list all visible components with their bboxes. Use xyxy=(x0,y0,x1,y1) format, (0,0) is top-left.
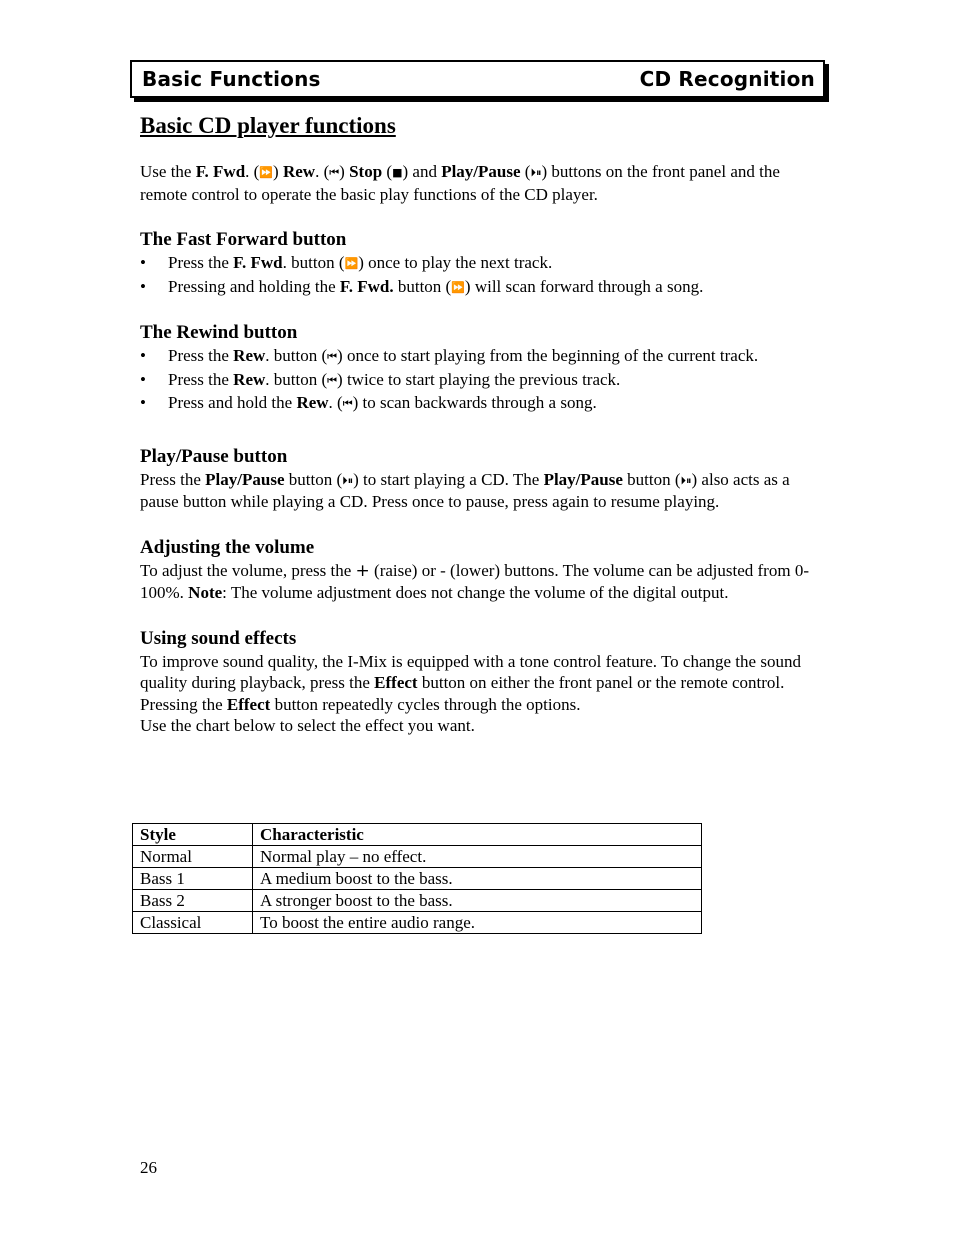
play-pause-icon: ⏵⏸ xyxy=(530,166,542,179)
table-row xyxy=(133,846,702,868)
effects-section xyxy=(140,627,820,737)
effects-table xyxy=(132,823,702,934)
minus-icon: - xyxy=(440,560,446,580)
rewind-heading: The Rewind button xyxy=(140,322,298,343)
rewind-list xyxy=(140,345,820,415)
fast-forward-icon: ⏩ xyxy=(451,280,465,294)
fast-forward-icon: ⏩ xyxy=(259,166,274,179)
play-pause-icon: ⏵⏸ xyxy=(680,473,692,487)
list-item: • Pressing and holding the F. Fwd. button (⏩) will scan forward through a song. xyxy=(140,276,820,299)
characteristic-cell: A stronger boost to the bass. xyxy=(253,890,702,912)
rewind-icon: ⏮ xyxy=(327,350,338,363)
list-item: • Press the Rew. button (⏮) twice to start playing the previous track. xyxy=(140,369,820,392)
table-row xyxy=(133,912,702,934)
characteristic-cell: To boost the entire audio range. xyxy=(253,912,702,934)
list-item: • Press the F. Fwd. button (⏩) once to play the next track. xyxy=(140,252,820,275)
plus-icon: + xyxy=(355,560,370,581)
play-pause-section xyxy=(140,445,820,513)
page-number: 26 xyxy=(140,1158,157,1177)
rewind-section xyxy=(140,321,820,415)
effects-heading: Using sound effects xyxy=(140,627,297,649)
rewind-icon: ⏮ xyxy=(329,166,340,179)
table-row xyxy=(133,868,702,890)
fast-forward-heading: The Fast Forward button xyxy=(140,229,347,250)
fast-forward-section xyxy=(140,228,820,298)
characteristic-cell: Normal play – no effect. xyxy=(253,846,702,868)
volume-heading: Adjusting the volume xyxy=(140,536,315,558)
play-pause-paragraph: Press the Play/Pause button (⏵⏸) to start playing a CD. The Play/Pause button (⏵⏸) also acts as a pause button while playing a CD. Press once to pause, press again to resume playing. xyxy=(140,469,790,511)
page-title: Basic CD player functions xyxy=(140,113,396,138)
rewind-icon: ⏮ xyxy=(327,373,338,387)
fast-forward-icon: ⏩ xyxy=(344,257,359,270)
list-item: • Press the Rew. button (⏮) once to start playing from the beginning of the current track. xyxy=(140,345,820,368)
effects-paragraph: To improve sound quality, the I-Mix is equipped with a tone control feature. To change the sound quality during playback, press the Effect button on either the front panel or the remote control. Pressing the Effect button repeatedly cycles through the options. Use the chart below to select the effect you want. xyxy=(140,651,801,735)
play-pause-heading: Play/Pause button xyxy=(140,445,288,467)
volume-paragraph: To adjust the volume, press the + (raise) or - (lower) buttons. The volume can be adjusted from 0-100%. Note: The volume adjustment does not change the volume of the digital output. xyxy=(140,560,809,602)
list-item: • Press and hold the Rew. (⏮) to scan backwards through a song. xyxy=(140,392,820,415)
volume-section xyxy=(140,536,820,604)
table-row xyxy=(133,890,702,912)
column-header-style: Style xyxy=(133,824,253,846)
style-cell: Classical xyxy=(133,912,253,934)
rewind-icon: ⏮ xyxy=(342,397,353,410)
column-header-characteristic: Characteristic xyxy=(253,824,702,846)
fast-forward-list xyxy=(140,252,820,298)
intro-paragraph: Use the F. Fwd. (⏩) Rew. (⏮) Stop (■) and Play/Pause (⏵⏸) buttons on the front panel and the remote control to operate the basic play functions of the CD player. xyxy=(140,162,780,204)
style-cell: Bass 2 xyxy=(133,890,253,912)
play-pause-icon: ⏵⏸ xyxy=(342,473,354,487)
header-section-label: Basic Functions xyxy=(142,67,321,91)
style-cell: Bass 1 xyxy=(133,868,253,890)
style-cell: Normal xyxy=(133,846,253,868)
stop-icon: ■ xyxy=(392,166,403,179)
header-chapter-label: CD Recognition xyxy=(639,67,815,91)
table-header-row xyxy=(133,824,702,846)
characteristic-cell: A medium boost to the bass. xyxy=(253,868,702,890)
page-content xyxy=(140,161,820,737)
section-header xyxy=(130,60,825,98)
